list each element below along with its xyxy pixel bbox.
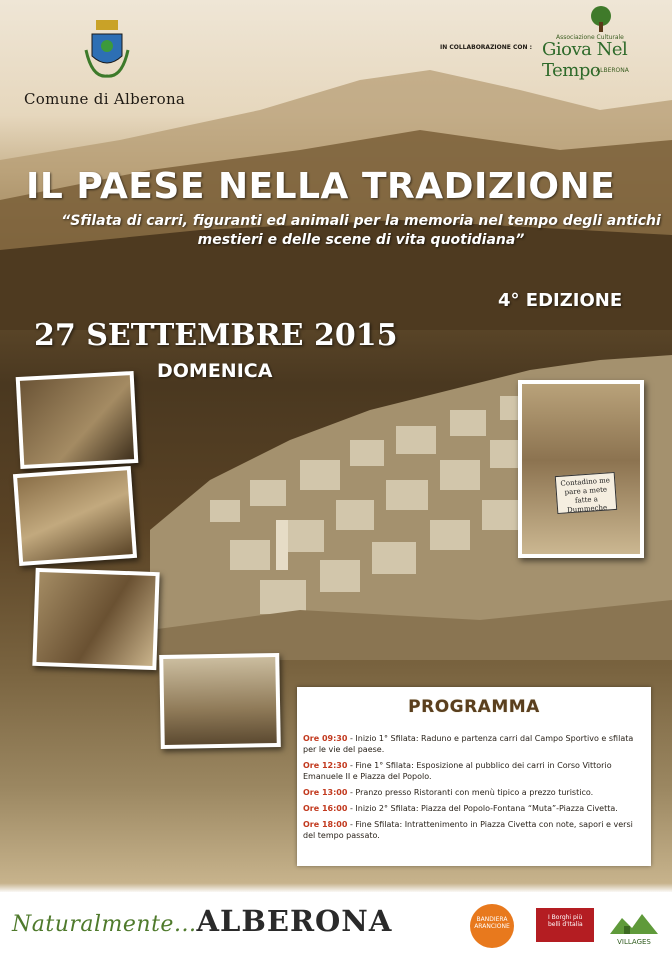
program-text: - Pranzo presso Ristoranti con menù tipico a prezzo turistico. xyxy=(347,788,594,797)
brand-prefix: Naturalmente... xyxy=(12,912,197,937)
brand-logo xyxy=(12,904,392,938)
program-time: Ore 13:00 xyxy=(303,788,348,797)
association-label: Associazione Culturale xyxy=(556,34,624,41)
event-edition: 4° EDIZIONE xyxy=(498,290,623,311)
program-item xyxy=(303,787,645,798)
program-text: - Fine Sfilata: Intrattenimento in Piazza Civetta con note, sapori e versi del tempo passato. xyxy=(303,820,633,840)
photo-sign-text: Contadino me pare a mete fatte a Dummeche xyxy=(555,472,618,514)
program-time: Ore 16:00 xyxy=(303,804,348,813)
program-item xyxy=(303,819,645,841)
event-day: DOMENICA xyxy=(157,360,273,382)
event-subtitle: “Sfilata di carri, figuranti ed animali per la memoria nel tempo degli antichi mestieri e delle scene di vita quotidiana” xyxy=(61,213,661,248)
badge-text: BANDIERA ARANCIONE xyxy=(474,916,510,930)
badge-text: I Borghi più belli d'Italia xyxy=(548,914,583,928)
program-text: - Fine 1° Sfilata: Esposizione al pubblico dei carri in Corso Vittorio Emanuele II e Piazza del Popolo. xyxy=(303,761,612,781)
photo-workshop-scene xyxy=(13,466,137,566)
program-time: Ore 18:00 xyxy=(303,820,348,829)
collaboration-label: IN COLLABORAZIONE CON : xyxy=(440,44,532,51)
association-name: Giova Nel Tempo xyxy=(542,39,628,81)
program-text: - Inizio 2° Sfilata: Piazza del Popolo-Fontana “Muta”-Piazza Civetta. xyxy=(347,804,618,813)
borghi-badge xyxy=(536,908,594,942)
villages-label: VILLAGES xyxy=(617,938,651,946)
program-item xyxy=(303,733,645,755)
comune-name: Comune di Alberona xyxy=(24,90,186,108)
program-time: Ore 09:30 xyxy=(303,734,348,743)
photo-donkeys xyxy=(159,653,281,749)
photo-interior-scene xyxy=(16,371,139,469)
program-box xyxy=(297,687,651,866)
comune-crest-logo xyxy=(82,20,132,82)
footer-bar xyxy=(0,892,672,960)
photo-craft-scene xyxy=(32,568,159,670)
program-text: - Inizio 1° Sfilata: Raduno e partenza carri dal Campo Sportivo e sfilata per le vie del paese. xyxy=(303,734,634,754)
association-place: ALBERONA xyxy=(596,67,629,74)
program-item xyxy=(303,803,645,814)
tree-icon xyxy=(588,6,614,32)
program-time: Ore 12:30 xyxy=(303,761,348,770)
villages-logo xyxy=(606,904,662,948)
event-date: 27 SETTEMBRE 2015 xyxy=(34,318,398,353)
bandiera-arancione-badge xyxy=(470,904,514,948)
program-list xyxy=(303,733,645,846)
photo-peasant-cart xyxy=(518,380,644,558)
event-title: IL PAESE NELLA TRADIZIONE xyxy=(26,166,616,207)
program-item xyxy=(303,760,645,782)
brand-name: ALBERONA xyxy=(196,904,393,938)
program-title: PROGRAMMA xyxy=(408,697,540,717)
